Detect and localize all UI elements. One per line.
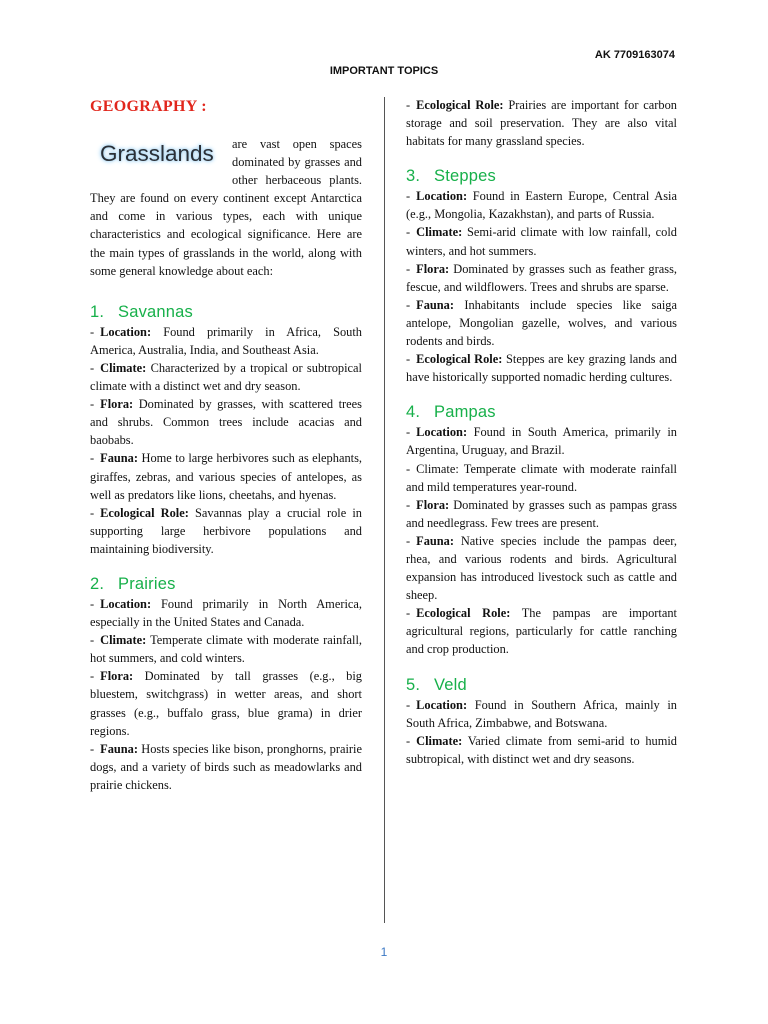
list-item: - Climate: Characterized by a tropical or subtropical climate with a distinct wet and dry season.: [90, 360, 362, 394]
section-steppes: [406, 166, 677, 386]
section-number: 2.: [90, 574, 105, 593]
item-label: Climate:: [100, 360, 147, 375]
list-item: - Fauna: Native species include the pampas deer, rhea, and various rodents and birds. Agricultural expansion has introduced livestock such as cattle and sheep.: [406, 533, 677, 603]
item-text: Temperate climate with moderate rainfall, hot summers, and cold winters.: [90, 633, 362, 666]
item-text: Found in Eastern Europe, Central Asia (e.g., Mongolia, Kazakhstan), and parts of Russia.: [406, 189, 677, 222]
section-title: Prairies: [118, 574, 176, 593]
section-number: 1.: [90, 302, 105, 321]
list-item: - Fauna: Hosts species like bison, pronghorns, prairie dogs, and a variety of birds such as meadowlarks and prairie chickens.: [90, 741, 362, 792]
item-label: Fauna:: [100, 451, 139, 466]
section-prairies: [90, 574, 362, 794]
page-number: 1: [380, 945, 388, 959]
intro-paragraph: [90, 135, 362, 280]
list-item: - Fauna: Home to large herbivores such as elephants, giraffes, zebras, and various species of antelopes, as well as predators like lions, cheetahs, and hyenas.: [90, 451, 363, 502]
list-item: - Ecological Role: The pampas are important agricultural regions, particularly for cattle ranching and crop production.: [406, 606, 677, 657]
item-label: Location:: [416, 189, 468, 204]
section-savannas: [90, 302, 362, 558]
section-heading: [406, 675, 677, 695]
list-item: - Climate: Varied climate from semi-arid to humid subtropical, with distinct wet and dry seasons.: [406, 733, 677, 766]
item-text: Characterized by a tropical or subtropical climate with a distinct wet and dry season.: [90, 360, 362, 394]
column-divider: [384, 97, 385, 923]
list-item: - Climate: Temperate climate with moderate rainfall and mild temperatures year-round.: [406, 461, 677, 494]
list-item: - Fauna: Inhabitants include species like saiga antelope, Mongolian gazelle, wolves, and various rodents and birds.: [406, 297, 677, 349]
item-label: Ecological Role:: [100, 505, 189, 520]
item-label: Flora:: [100, 397, 134, 412]
item-text: Steppes are key grazing lands and have historically supported nomadic herding cultures.: [406, 352, 678, 385]
item-text: Home to large herbivores such as elephants, giraffes, zebras, and various species of antelopes, as well as predators like lions, cheetahs, and hyenas.: [90, 451, 363, 502]
list-item: - Climate: Semi-arid climate with low rainfall, cold winters, and hot summers.: [406, 225, 677, 258]
item-label: Climate:: [416, 225, 463, 240]
list-item: - Location: Found primarily in North America, especially in the United States and Canada.: [90, 596, 362, 630]
grasslands-wordart: Grasslands: [100, 141, 214, 166]
item-text: Varied climate from semi-arid to humid subtropical, with distinct wet and dry seasons.: [406, 733, 677, 766]
section-heading: [90, 302, 362, 322]
item-label: Location:: [416, 425, 468, 440]
page-header-title: IMPORTANT TOPICS: [329, 65, 439, 77]
section-title: Savannas: [118, 302, 193, 321]
item-text: Dominated by grasses, with scattered trees and shrubs. Common trees include acacias and baobabs.: [90, 397, 362, 448]
item-text: Found in Southern Africa, mainly in South Africa, Zimbabwe, and Botswana.: [406, 697, 677, 730]
list-item: - Flora: Dominated by grasses such as pampas grass and needlegrass. Few trees are present.: [406, 497, 677, 530]
section-number: 3.: [406, 167, 421, 186]
section-title: Pampas: [434, 403, 496, 422]
item-label: Flora:: [416, 261, 450, 276]
item-label: Fauna:: [100, 741, 139, 756]
section-veld: [406, 675, 677, 768]
item-label: Ecological Role:: [416, 98, 504, 112]
item-text: Dominated by tall grasses (e.g., big bluestem, switchgrass) in wetter areas, and short grasses (e.g., buffalo grass, blue grama) in drier regions.: [90, 669, 362, 738]
list-item: - Location: Found in South America, primarily in Argentina, Uruguay, and Brazil.: [406, 425, 677, 458]
item-label: Flora:: [416, 497, 450, 512]
item-label: Fauna:: [416, 533, 455, 548]
item-text: Dominated by grasses such as pampas grass and needlegrass. Few trees are present.: [406, 497, 677, 530]
item-text: Dominated by grasses such as feather grass, fescue, and wildflowers. Trees and shrubs are sparse.: [406, 261, 677, 294]
item-label: Location:: [100, 324, 152, 339]
list-item: - Ecological Role: Steppes are key grazing lands and have historically supported nomadic herding cultures.: [406, 352, 678, 385]
section-title: Veld: [434, 675, 467, 694]
item-label: Location:: [100, 596, 152, 611]
left-column: [90, 97, 362, 794]
section-heading: [406, 166, 677, 186]
list-item: - Ecological Role: Savannas play a crucial role in supporting large herbivore populations and maintaining biodiversity.: [90, 505, 362, 556]
subject-heading: GEOGRAPHY :: [90, 98, 207, 115]
item-text: Hosts species like bison, pronghorns, prairie dogs, and a variety of birds such as meadowlarks and prairie chickens.: [90, 741, 362, 792]
list-item: - Flora: Dominated by grasses, with scattered trees and shrubs. Common trees include acacias and baobabs.: [90, 397, 362, 448]
section-pampas: [406, 402, 677, 658]
item-text: Found in South America, primarily in Argentina, Uruguay, and Brazil.: [406, 425, 677, 458]
item-label: Location:: [416, 697, 468, 712]
list-item: - Flora: Dominated by tall grasses (e.g., big bluestem, switchgrass) in wetter areas, and short grasses (e.g., buffalo grass, blue grama) in drier regions.: [90, 669, 362, 738]
list-item: - Ecological Role: Prairies are important for carbon storage and soil preservation. They are also vital habitats for many grassland species.: [406, 98, 677, 149]
section-heading: [90, 574, 362, 594]
list-item: - Flora: Dominated by grasses such as feather grass, fescue, and wildflowers. Trees and shrubs are sparse.: [406, 261, 677, 294]
section-heading: [406, 402, 677, 422]
list-item: - Location: Found primarily in Africa, South America, Australia, India, and Southeast Asia.: [90, 324, 362, 357]
item-text: Inhabitants include species like saiga antelope, Mongolian gazelle, wolves, and various rodents and birds.: [406, 297, 677, 349]
item-text: Native species include the pampas deer, rhea, and various rodents and birds. Agricultural expansion has introduced livestock such as cattle and sheep.: [406, 533, 677, 603]
item-text: Savannas play a crucial role in supporting large herbivore populations and maintaining biodiversity.: [90, 505, 362, 556]
item-label: Climate:: [100, 633, 147, 648]
item-text: Prairies are important for carbon storage and soil preservation. They are also vital habitats for many grassland species.: [406, 98, 677, 149]
right-column: [406, 96, 677, 768]
item-label: Ecological Role:: [416, 606, 511, 621]
section-number: 5.: [406, 675, 421, 694]
list-item: - Location: Found in Southern Africa, mainly in South Africa, Zimbabwe, and Botswana.: [406, 697, 677, 730]
item-text: Semi-arid climate with low rainfall, cold winters, and hot summers.: [406, 225, 677, 258]
list-item: - Location: Found in Eastern Europe, Central Asia (e.g., Mongolia, Kazakhstan), and parts of Russia.: [406, 189, 677, 222]
item-text: The pampas are important agricultural regions, particularly for cattle ranching and crop production.: [406, 606, 677, 657]
item-text: Climate: Temperate climate with moderate rainfall and mild temperatures year-round.: [406, 461, 677, 494]
item-text: Found primarily in North America, especially in the United States and Canada.: [90, 596, 362, 630]
section-title: Steppes: [434, 167, 496, 186]
list-item: - Climate: Temperate climate with moderate rainfall, hot summers, and cold winters.: [90, 633, 362, 666]
item-label: Ecological Role:: [416, 352, 503, 367]
item-label: Flora:: [100, 669, 134, 684]
header-author-phone: AK 7709163074: [594, 49, 675, 61]
intro-text: are vast open spaces dominated by grasses and other herbaceous plants. They are found on every continent except Antarctica and come in various types, each with unique characteristics and ecological significance. Here are the main types of grasslands in the world, along with some general knowledge about each:: [90, 137, 362, 278]
item-label: Fauna:: [416, 297, 455, 312]
item-label: Climate:: [416, 733, 463, 748]
section-number: 4.: [406, 403, 421, 422]
item-text: Found primarily in Africa, South America, Australia, India, and Southeast Asia.: [90, 324, 362, 357]
